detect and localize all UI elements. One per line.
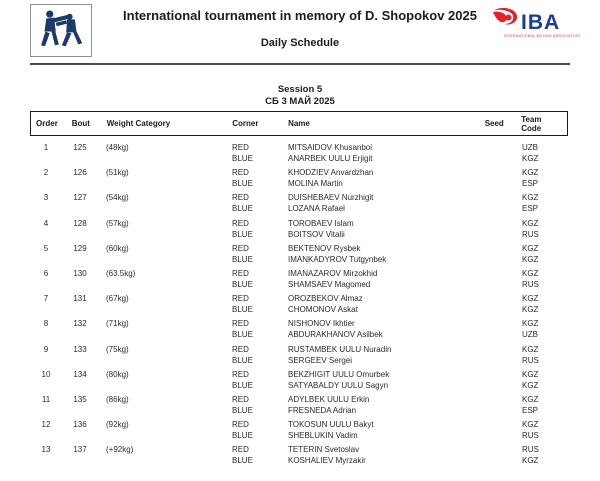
red-team-code: KGZ <box>522 344 539 354</box>
corner-label-blue: BLUE <box>232 305 253 315</box>
bout-order: 3 <box>43 193 49 203</box>
team-codes-cell <box>514 369 568 391</box>
boxer-names-cell <box>284 218 476 240</box>
red-boxer-name: KHODZIEV Anvardzhan <box>288 168 374 178</box>
blue-boxer-name: ABDURAKHANOV Asilbek <box>288 330 383 340</box>
blue-team-code: ESP <box>522 204 539 214</box>
weight-category: (54kg) <box>106 193 129 203</box>
corner-cell <box>228 142 284 164</box>
table-row <box>30 367 568 392</box>
weight-category: (67kg) <box>106 294 129 304</box>
boxer-names-cell <box>284 444 476 466</box>
red-team-code: KGZ <box>522 268 539 278</box>
bout-number: 126 <box>73 168 87 178</box>
team-codes-cell <box>514 394 568 416</box>
team-codes-cell <box>514 268 568 290</box>
red-team-code: KGZ <box>522 420 539 430</box>
column-header-name: Name <box>288 119 310 128</box>
iba-acronym: IBA <box>521 11 561 34</box>
corner-cell <box>228 444 284 466</box>
boxer-names-cell <box>284 268 476 290</box>
red-team-code: KGZ <box>522 218 539 228</box>
column-header-bout: Bout <box>71 119 90 128</box>
corner-label-red: RED <box>232 218 249 228</box>
session-title: Session 5 <box>277 84 323 95</box>
team-codes-cell <box>514 243 568 265</box>
weight-category: (86kg) <box>106 394 129 404</box>
table-header-row <box>30 111 568 136</box>
boxer-names-cell <box>284 318 476 340</box>
red-team-code: KGZ <box>522 394 539 404</box>
red-team-code: KGZ <box>522 319 539 329</box>
corner-label-red: RED <box>232 143 249 152</box>
corner-cell <box>228 369 284 391</box>
corner-cell <box>228 218 284 240</box>
team-codes-cell <box>514 444 568 466</box>
corner-cell <box>228 394 284 416</box>
corner-label-blue: BLUE <box>232 179 253 189</box>
red-boxer-name: MITSAIDOV Khusanboi <box>288 143 373 152</box>
blue-boxer-name: CHOMONOV Askat <box>288 305 358 315</box>
blue-boxer-name: ANARBEK UULU Erjigit <box>288 154 373 163</box>
blue-team-code: RUS <box>522 229 539 239</box>
bout-number: 137 <box>73 445 87 455</box>
corner-cell <box>228 419 284 441</box>
page-title: International tournament in memory of D. Shopokov 2025 <box>123 8 477 23</box>
blue-boxer-name: SERGEEV Sergei <box>288 355 353 365</box>
team-codes-cell <box>514 167 568 189</box>
iba-swoosh-icon <box>492 7 519 33</box>
bout-number: 133 <box>73 344 87 354</box>
corner-label-red: RED <box>232 193 249 203</box>
bout-order: 7 <box>43 294 49 304</box>
bout-number: 134 <box>73 369 87 379</box>
blue-boxer-name: IMANKADYROV Tutgynbek <box>288 254 387 264</box>
red-boxer-name: DUISHEBAEV Nurzhigit <box>288 193 374 203</box>
corner-label-red: RED <box>232 243 249 253</box>
header-divider <box>30 63 570 65</box>
boxer-names-cell <box>284 344 476 366</box>
boxer-names-cell <box>284 394 476 416</box>
corner-label-blue: BLUE <box>232 204 253 214</box>
red-team-code: KGZ <box>522 168 539 178</box>
weight-category: (92kg) <box>106 420 129 430</box>
corner-label-red: RED <box>232 445 249 455</box>
blue-team-code: RUS <box>522 431 539 441</box>
corner-label-red: RED <box>232 319 249 329</box>
table-row <box>30 241 568 266</box>
blue-team-code: KGZ <box>522 254 539 264</box>
table-body <box>30 140 568 467</box>
weight-category: (51kg) <box>106 168 129 178</box>
corner-cell <box>228 268 284 290</box>
blue-team-code: ESP <box>522 179 539 189</box>
team-codes-cell <box>514 344 568 366</box>
table-row <box>30 190 568 215</box>
boxer-names-cell <box>284 142 476 164</box>
bout-order: 6 <box>43 268 49 278</box>
table-row <box>30 442 568 467</box>
corner-cell <box>228 293 284 315</box>
red-team-code: RUS <box>522 445 539 455</box>
corner-cell <box>228 344 284 366</box>
corner-label-blue: BLUE <box>232 330 253 340</box>
table-row <box>30 266 568 291</box>
red-team-code: KGZ <box>522 243 539 253</box>
bout-number: 135 <box>73 394 87 404</box>
table-row <box>30 392 568 417</box>
blue-boxer-name: KOSHALIEV Myrzakir <box>288 456 366 466</box>
column-header-weight: Weight Category <box>106 119 171 128</box>
corner-label-blue: BLUE <box>232 279 253 289</box>
corner-cell <box>228 192 284 214</box>
bout-number: 127 <box>73 193 87 203</box>
corner-cell <box>228 318 284 340</box>
weight-category: (80kg) <box>106 369 129 379</box>
corner-label-blue: BLUE <box>232 154 253 163</box>
corner-label-blue: BLUE <box>232 229 253 239</box>
boxer-names-cell <box>284 243 476 265</box>
bout-order: 5 <box>43 243 49 253</box>
team-codes-cell <box>514 419 568 441</box>
blue-boxer-name: SATYABALDY UULU Sagyn <box>288 380 389 390</box>
red-team-code: KGZ <box>522 193 539 203</box>
bout-order: 1 <box>43 143 49 152</box>
bout-number: 125 <box>73 143 87 152</box>
boxer-names-cell <box>284 419 476 441</box>
column-header-order: Order <box>36 119 58 128</box>
bout-order: 2 <box>43 168 49 178</box>
corner-label-blue: BLUE <box>232 355 253 365</box>
blue-team-code: RUS <box>522 279 539 289</box>
red-boxer-name: IMANAZAROV Mirzokhid <box>288 268 378 278</box>
boxer-names-cell <box>284 369 476 391</box>
bout-order: 4 <box>43 218 49 228</box>
corner-label-blue: BLUE <box>232 254 253 264</box>
red-boxer-name: BEKTENOV Rysbek <box>288 243 361 253</box>
red-boxer-name: RUSTAMBEK UULU Nuradin <box>288 344 392 354</box>
bout-order: 12 <box>41 420 51 430</box>
red-boxer-name: TETERIN Svetoslav <box>288 445 360 455</box>
iba-subtext: INTERNATIONAL BOXING ASSOCIATION <box>503 34 581 38</box>
table-row <box>30 417 568 442</box>
team-codes-cell <box>514 293 568 315</box>
blue-team-code: KGZ <box>522 154 539 163</box>
corner-cell <box>228 167 284 189</box>
corner-label-red: RED <box>232 168 249 178</box>
blue-team-code: KGZ <box>522 456 539 466</box>
bout-order: 8 <box>43 319 49 329</box>
corner-label-red: RED <box>232 394 249 404</box>
red-boxer-name: ADYLBEK UULU Erkin <box>288 394 370 404</box>
page-subtitle: Daily Schedule <box>260 37 340 49</box>
team-codes-cell <box>514 218 568 240</box>
red-boxer-name: NISHONOV Ikhtier <box>288 319 355 329</box>
weight-category: (71kg) <box>106 319 129 329</box>
corner-label-red: RED <box>232 268 249 278</box>
table-row <box>30 342 568 367</box>
bout-order: 10 <box>41 369 51 379</box>
red-boxer-name: TOKOSUN UULU Bakyt <box>288 420 374 430</box>
blue-team-code: RUS <box>522 355 539 365</box>
blue-team-code: KGZ <box>522 305 539 315</box>
session-date: СБ 3 МАЙ 2025 <box>265 96 335 107</box>
corner-label-blue: BLUE <box>232 380 253 390</box>
bout-number: 128 <box>73 218 87 228</box>
blue-boxer-name: FRESNEDA Adrian <box>288 405 357 415</box>
bout-number: 130 <box>73 268 87 278</box>
bout-number: 129 <box>73 243 87 253</box>
corner-label-red: RED <box>232 420 249 430</box>
corner-label-red: RED <box>232 344 249 354</box>
column-header-team-code: Team Code <box>521 114 542 133</box>
weight-category: (60kg) <box>106 243 129 253</box>
column-header-seed: Seed <box>484 119 504 128</box>
weight-category: (75kg) <box>106 344 129 354</box>
bout-order: 11 <box>41 394 51 404</box>
blue-boxer-name: MOLINA Martin <box>288 179 343 189</box>
red-boxer-name: OROZBEKOV Almaz <box>288 294 363 304</box>
team-codes-cell <box>514 142 568 164</box>
table-row <box>30 165 568 190</box>
red-team-code: UZB <box>522 143 538 152</box>
weight-category: (+92kg) <box>106 445 134 455</box>
boxer-names-cell <box>284 293 476 315</box>
blue-team-code: KGZ <box>522 380 539 390</box>
blue-boxer-name: BOITSOV Vitalii <box>288 229 345 239</box>
iba-logo <box>492 7 592 37</box>
bout-number: 136 <box>73 420 87 430</box>
bout-number: 131 <box>73 294 87 304</box>
bout-number: 132 <box>73 319 87 329</box>
boxer-names-cell <box>284 192 476 214</box>
weight-category: (48kg) <box>106 143 129 152</box>
blue-boxer-name: SHAMSAEV Magomed <box>288 279 371 289</box>
weight-category: (57kg) <box>106 218 129 228</box>
red-boxer-name: TOROBAEV Islam <box>288 218 354 228</box>
corner-cell <box>228 243 284 265</box>
bout-order: 9 <box>43 344 49 354</box>
weight-category: (63.5kg) <box>106 268 136 278</box>
red-boxer-name: BEKZHIGIT UULU Omurbek <box>288 369 390 379</box>
table-row <box>30 316 568 341</box>
team-codes-cell <box>514 318 568 340</box>
team-codes-cell <box>514 192 568 214</box>
blue-team-code: UZB <box>522 330 538 340</box>
table-row <box>30 140 568 165</box>
blue-team-code: ESP <box>522 405 539 415</box>
red-team-code: KGZ <box>522 294 539 304</box>
boxer-names-cell <box>284 167 476 189</box>
corner-label-blue: BLUE <box>232 456 253 466</box>
table-row <box>30 216 568 241</box>
corner-label-red: RED <box>232 294 249 304</box>
blue-boxer-name: SHEBLUKIN Vadim <box>288 431 358 441</box>
bout-order: 13 <box>41 445 51 455</box>
table-row <box>30 291 568 316</box>
corner-label-blue: BLUE <box>232 405 253 415</box>
column-header-corner: Corner <box>232 119 259 128</box>
blue-boxer-name: LOZANA Rafael <box>288 204 345 214</box>
red-team-code: KGZ <box>522 369 539 379</box>
corner-label-red: RED <box>232 369 249 379</box>
corner-label-blue: BLUE <box>232 431 253 441</box>
